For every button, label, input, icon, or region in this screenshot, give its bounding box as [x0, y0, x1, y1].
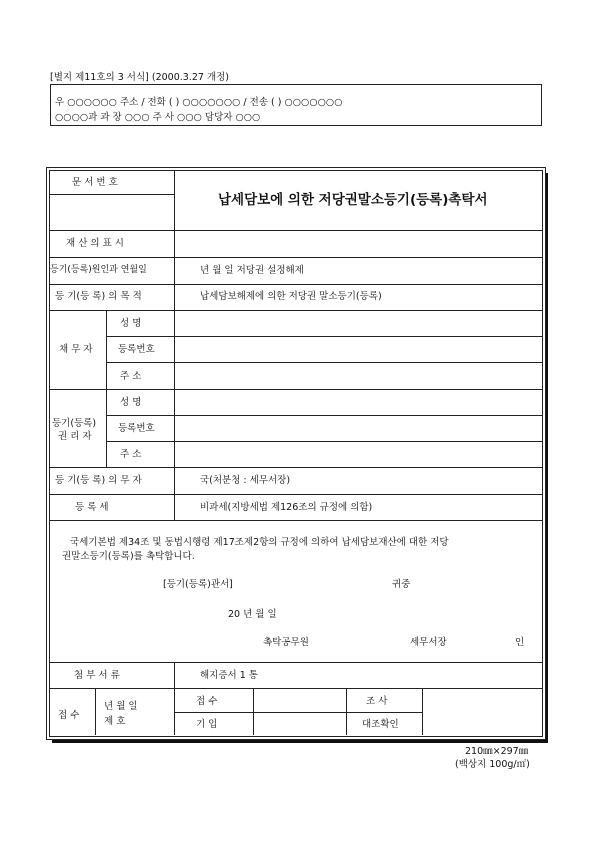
attachments-label: 첨 부 서 류 [74, 670, 120, 681]
form-title: 납세담보에 의한 저당권말소등기(등록)촉탁서 [218, 192, 488, 208]
compare-check-label: 대조확인 [362, 719, 399, 730]
debtor-regno-label: 등록번호 [118, 344, 155, 355]
tax-office-head: 세무서장 [410, 637, 447, 648]
doc-number-label: 문 서 번 호 [72, 177, 118, 188]
request-date: 20 년 월 일 [228, 609, 277, 620]
holder-label-1: 등기(등록) [52, 418, 97, 429]
address-line: 우 ○○○○○○ 주소 / 전화 ( ) ○○○○○○○ / 전송 ( ) ○○○○○○○ [55, 97, 343, 108]
tax-value: 비과세(지방세법 제126조의 규정에 의함) [200, 502, 373, 513]
receipt-field-label: 접 수 [196, 696, 218, 707]
receipt-number-label: 제 호 [104, 716, 126, 727]
receipt-date-label: 년 월 일 [104, 701, 138, 712]
debtor-label: 채 무 자 [59, 344, 93, 355]
cause-value: 년 월 일 저당권 설정해제 [200, 265, 304, 276]
addressee: 귀중 [392, 579, 411, 590]
debtor-name-label: 성 명 [120, 318, 142, 329]
holder-regno-label: 등록번호 [118, 423, 155, 434]
entry-field-label: 기 입 [196, 719, 218, 730]
receipt-label: 접 수 [58, 710, 80, 721]
cause-label: 등기(등록)원인과 연월일 [50, 265, 147, 275]
holder-address-label: 주 소 [120, 449, 142, 460]
request-text-line1: 국세기본법 제34조 및 동법시행령 제17조제2항의 규정에 의하여 납세담보재산에 대한 저당 [70, 537, 449, 548]
commissioning-official: 촉탁공무원 [263, 637, 309, 648]
obligor-value: 국(처분청 : 세무서장) [200, 475, 291, 486]
paper-spec: (백상지 100g/㎡) [455, 759, 530, 770]
purpose-value: 납세담보해제에 의한 저당권 말소등기(등록) [200, 291, 382, 302]
purpose-label: 등 기(등 록) 의 목 적 [55, 291, 142, 302]
holder-name-label: 성 명 [120, 397, 142, 408]
request-text-line2: 권말소등기(등록)를 촉탁합니다. [62, 551, 195, 562]
seal-mark: 인 [515, 637, 525, 648]
debtor-address-label: 주 소 [120, 371, 142, 382]
staff-line: ○○○○과 과 장 ○○○ 주 사 ○○○ 담당자 ○○○ [55, 112, 261, 123]
property-label: 재 산 의 표 시 [66, 238, 124, 249]
tax-label: 등 록 세 [75, 502, 109, 513]
holder-label-2: 권 리 자 [58, 431, 92, 442]
registry-office: [등기(등록)관서] [163, 579, 233, 590]
paper-size: 210㎜×297㎜ [465, 746, 529, 757]
obligor-label: 등 기(등 록) 의 무 자 [55, 475, 142, 486]
survey-label: 조 사 [366, 696, 388, 707]
form-number-label: [별지 제11호의 3 서식] (2000.3.27 개정) [50, 72, 229, 83]
attachments-value: 해지증서 1 통 [200, 670, 258, 681]
